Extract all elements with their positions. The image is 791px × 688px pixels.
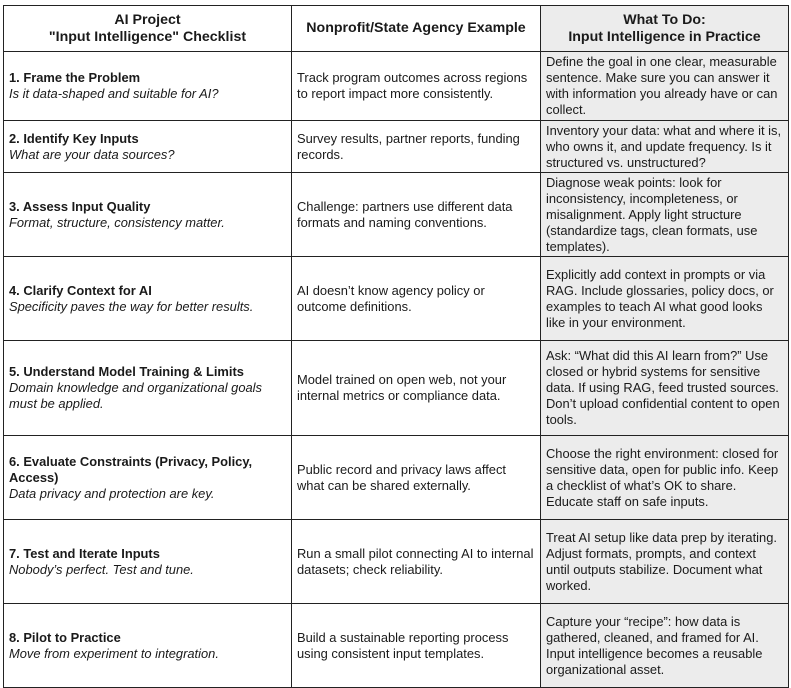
action-text: Choose the right environment: closed for sensitive data, open for public info. Keep a checklist of what’s OK to share. Educate staff on safe inputs. bbox=[546, 445, 779, 509]
action-cell bbox=[541, 173, 789, 257]
step-title: 2. Identify Key Inputs bbox=[9, 130, 139, 146]
table-row bbox=[4, 257, 789, 341]
example-cell bbox=[292, 436, 541, 520]
action-text: Explicitly add context in prompts or via RAG. Include glossaries, policy docs, or examples to teach AI what good looks like in your environment. bbox=[546, 266, 774, 330]
step-title: 6. Evaluate Constraints (Privacy, Policy, Access) bbox=[9, 453, 253, 485]
example-cell bbox=[292, 341, 541, 436]
action-cell bbox=[541, 121, 789, 173]
action-cell bbox=[541, 604, 789, 688]
action-text: Diagnose weak points: look for inconsistency, incompleteness, or misalignment. Apply light structure (standardize tags, clean formats, use templates). bbox=[546, 174, 758, 254]
step-cell bbox=[4, 520, 292, 604]
example-cell bbox=[292, 257, 541, 341]
step-subtitle: What are your data sources? bbox=[9, 146, 175, 162]
example-text: Survey results, partner reports, funding records. bbox=[297, 130, 520, 162]
action-cell bbox=[541, 520, 789, 604]
example-cell bbox=[292, 520, 541, 604]
step-subtitle: Domain knowledge and organizational goals must be applied. bbox=[9, 380, 262, 411]
step-title: 3. Assess Input Quality bbox=[9, 198, 151, 214]
header-what-to-do-line2: Input Intelligence in Practice bbox=[568, 28, 761, 45]
action-text: Define the goal in one clear, measurable sentence. Make sure you can answer it with information you already have or can collect. bbox=[546, 54, 778, 117]
header-checklist-line1: AI Project bbox=[114, 11, 181, 28]
example-text: Challenge: partners use different data formats and naming conventions. bbox=[297, 198, 513, 230]
header-what-to-do bbox=[541, 6, 789, 52]
header-example bbox=[292, 6, 541, 52]
step-cell bbox=[4, 257, 292, 341]
table-row bbox=[4, 520, 789, 604]
example-cell bbox=[292, 173, 541, 257]
step-cell bbox=[4, 341, 292, 436]
example-text: AI doesn’t know agency policy or outcome definitions. bbox=[297, 282, 485, 314]
step-title: 5. Understand Model Training & Limits bbox=[9, 364, 244, 379]
step-title: 7. Test and Iterate Inputs bbox=[9, 545, 160, 561]
checklist-table bbox=[3, 5, 789, 688]
table-row bbox=[4, 173, 789, 257]
table-row bbox=[4, 436, 789, 520]
step-title: 1. Frame the Problem bbox=[9, 70, 141, 85]
step-subtitle: Move from experiment to integration. bbox=[9, 645, 219, 661]
step-subtitle: Specificity paves the way for better results. bbox=[9, 298, 254, 314]
example-text: Run a small pilot connecting AI to internal datasets; check reliability. bbox=[297, 545, 534, 577]
action-text: Treat AI setup like data prep by iterating. Adjust formats, prompts, and context until outputs stabilize. Document what worked. bbox=[546, 529, 777, 593]
step-cell bbox=[4, 604, 292, 688]
action-cell bbox=[541, 341, 789, 436]
step-title: 4. Clarify Context for AI bbox=[9, 282, 152, 298]
step-cell bbox=[4, 173, 292, 257]
action-cell bbox=[541, 52, 789, 121]
step-cell bbox=[4, 436, 292, 520]
step-subtitle: Data privacy and protection are key. bbox=[9, 485, 215, 501]
header-what-to-do-line1: What To Do: bbox=[623, 11, 706, 28]
action-text: Capture your “recipe”: how data is gathered, cleaned, and framed for AI. Input intelligence becomes a reusable organizational asset. bbox=[546, 613, 763, 677]
example-text: Model trained on open web, not your internal metrics or compliance data. bbox=[297, 372, 507, 403]
header-row bbox=[4, 6, 789, 52]
step-subtitle: Format, structure, consistency matter. bbox=[9, 214, 225, 230]
step-cell bbox=[4, 52, 292, 121]
example-text: Track program outcomes across regions to report impact more consistently. bbox=[297, 70, 528, 101]
example-cell bbox=[292, 121, 541, 173]
example-text: Public record and privacy laws affect what can be shared externally. bbox=[297, 461, 506, 493]
header-checklist bbox=[4, 6, 292, 52]
header-example-text: Nonprofit/State Agency Example bbox=[306, 20, 526, 36]
action-cell bbox=[541, 436, 789, 520]
example-cell bbox=[292, 52, 541, 121]
example-text: Build a sustainable reporting process using consistent input templates. bbox=[297, 629, 509, 661]
action-cell bbox=[541, 257, 789, 341]
table-row bbox=[4, 121, 789, 173]
table-row bbox=[4, 341, 789, 436]
step-title: 8. Pilot to Practice bbox=[9, 629, 121, 645]
step-subtitle: Is it data-shaped and suitable for AI? bbox=[9, 86, 219, 101]
action-text: Inventory your data: what and where it is, who owns it, and update frequency. Is it structured vs. unstructured? bbox=[546, 122, 782, 170]
step-cell bbox=[4, 121, 292, 173]
table-row bbox=[4, 604, 789, 688]
action-text: Ask: “What did this AI learn from?” Use closed or hybrid systems for sensitive data. If using RAG, feed trusted sources. Don’t upload confidential content to open tools. bbox=[546, 348, 780, 427]
step-subtitle: Nobody’s perfect. Test and tune. bbox=[9, 561, 194, 577]
example-cell bbox=[292, 604, 541, 688]
header-checklist-line2: "Input Intelligence" Checklist bbox=[48, 28, 247, 45]
table-row bbox=[4, 52, 789, 121]
